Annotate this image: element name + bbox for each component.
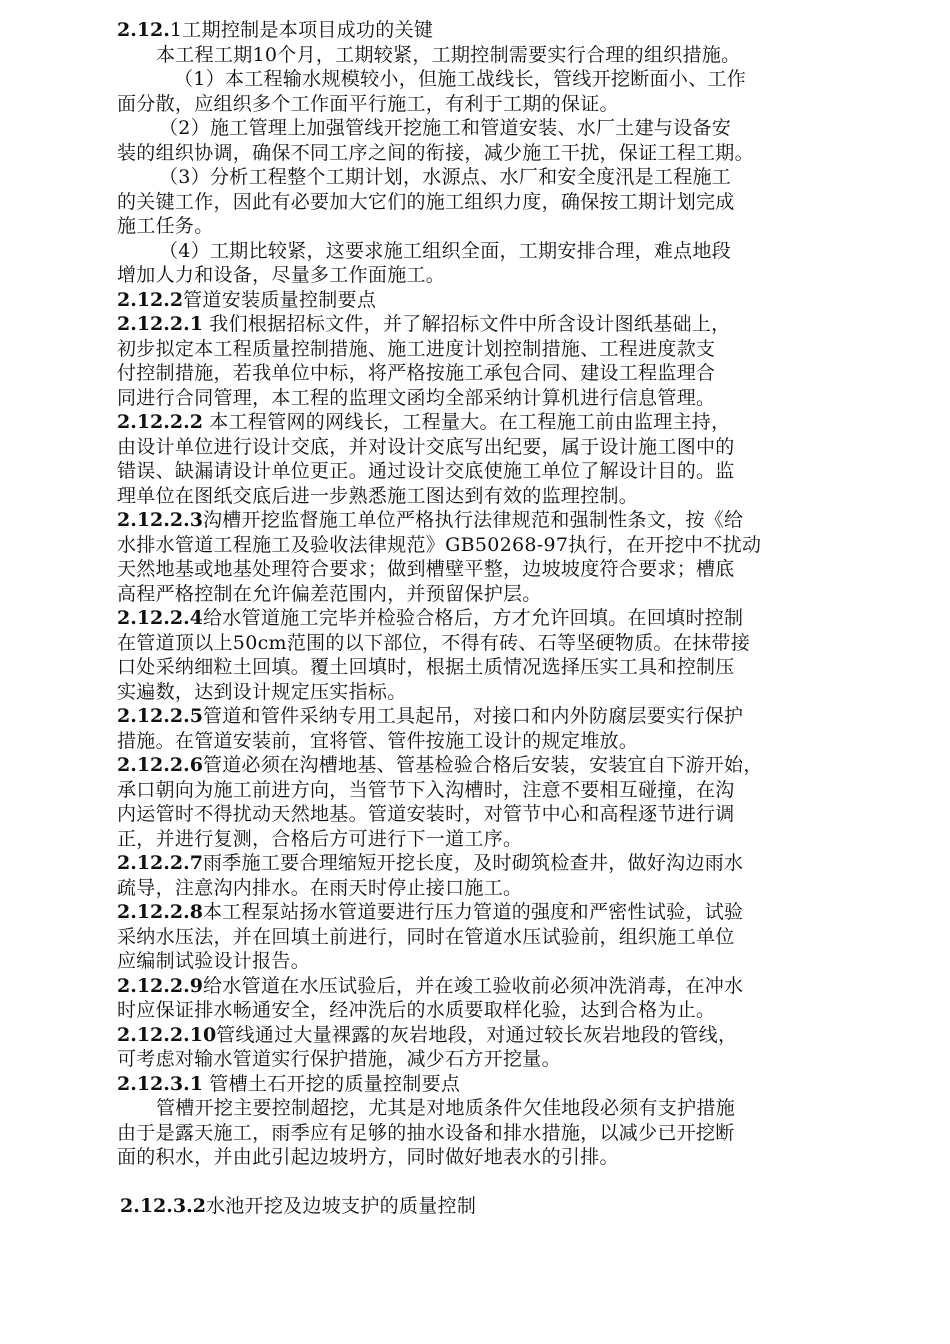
section-number: 2.12.3.2 [120, 1194, 206, 1217]
item-3-line: 施工任务。 [117, 215, 214, 237]
section-title: 管道安装质量控制要点 [183, 288, 377, 311]
section-title: 水池开挖及边坡支护的质量控制 [205, 1194, 477, 1217]
paragraph-line: 面的积水，并由此引起边坡坍方，同时做好地表水的引排。 [117, 1146, 619, 1168]
clause-2-12-2-8: 2.12.2.8本工程泵站扬水管道要进行压力管道的强度和严密性试验，试验 [117, 901, 744, 923]
clause-2-12-2-4: 2.12.2.4给水管道施工完毕并检验合格后，方才允许回填。在回填时控制 [117, 607, 744, 629]
section-number: 2.12.3.1 [117, 1072, 203, 1095]
clause-line: 初步拟定本工程质量控制措施、施工进度计划控制措施、工程进度款支 [117, 337, 716, 360]
clause-line: 水排水管道工程施工及验收法律规范》GB50268-97执行，在开挖中不扰动 [117, 533, 762, 556]
clause-number: 2.12.2.10 [117, 1023, 217, 1046]
clause-2-12-2-9: 2.12.2.9给水管道在水压试验后，并在竣工验收前必须冲洗消毒，在冲水 [117, 974, 744, 997]
clause-line: 措施。在管道安装前，宜将管、管件按施工设计的规定堆放。 [117, 729, 639, 752]
section-number: 2.12.2 [117, 288, 184, 311]
clause-2-12-2-7: 2.12.2.7雨季施工要合理缩短开挖长度，及时砌筑检查井，做好沟边雨水 [117, 852, 744, 874]
clause-2-12-2-6: 2.12.2.6管道必须在沟槽地基、管基检验合格后安装，安装宜自下游开始， [117, 754, 763, 776]
section-heading-2-12-3-1 [117, 1072, 852, 1097]
section-heading-2-12-3-2 [117, 1194, 852, 1219]
clause-number: 2.12.2.1 [117, 313, 203, 335]
clause-line: 高程严格控制在允许偏差范围内，并预留保护层。 [117, 582, 542, 605]
section-title: 管槽土石开挖的质量控制要点 [202, 1072, 461, 1095]
clause-line: 口处采纳细粒土回填。覆土回填时，根据土质情况选择压实工具和控制压 [117, 656, 735, 678]
clause-line: 采纳水压法，并在回填土前进行，同时在管道水压试验前，组织施工单位 [117, 925, 735, 948]
item-3-line: 的关键工作，因此有必要加大它们的施工组织力度，确保按工期计划完成 [117, 190, 735, 213]
section-title: 1工期控制是本项目成功的关键 [169, 19, 434, 41]
clause-number: 2.12.2.5 [117, 705, 203, 727]
item-1-line: （1）本工程输水规模较小，但施工战线长，管线开挖断面小、工作 [174, 68, 747, 90]
item-2-line: 装的组织协调，确保不同工序之间的衔接，减少施工干扰，保证工程工期。 [117, 141, 754, 164]
paragraph-line: 管槽开挖主要控制超挖，尤其是对地质条件欠佳地段必须有支护措施 [156, 1097, 736, 1119]
item-3-line: （3）分析工程整个工期计划，水源点、水厂和安全度汛是工程施工 [159, 166, 732, 188]
paragraph-line: 由于是露天施工，雨季应有足够的抽水设备和排水措施，以减少已开挖断 [117, 1121, 735, 1144]
clause-number: 2.12.2.3 [117, 509, 203, 531]
clause-line: 内运管时不得扰动天然地基。管道安装时，对管节中心和高程逐节进行调 [117, 803, 735, 825]
section-heading-2-12-1 [117, 18, 852, 43]
clause-number: 2.12.2.6 [117, 754, 203, 776]
clause-2-12-2-5: 2.12.2.5管道和管件采纳专用工具起吊，对接口和内外防腐层要实行保护 [117, 705, 744, 727]
clause-line: 错误、缺漏请设计单位更正。通过设计交底使施工单位了解设计目的。监 [117, 460, 735, 482]
item-2-line: （2）施工管理上加强管线开挖施工和管道安装、水厂土建与设备安 [159, 117, 732, 139]
section-number: 2.12. [117, 19, 170, 41]
clause-line: 付控制措施，若我单位中标，将严格按施工承包合同、建设工程监理合 [117, 362, 716, 384]
clause-number: 2.12.2.9 [117, 974, 203, 997]
clause-line: 理单位在图纸交底后进一步熟悉施工图达到有效的监理控制。 [117, 484, 639, 507]
clause-number: 2.12.2.4 [117, 607, 203, 629]
item-4-line: （4）工期比较紧，这要求施工组织全面，工期安排合理，难点地段 [159, 239, 732, 262]
clause-number: 2.12.2.7 [117, 852, 203, 874]
clause-2-12-2-1: 2.12.2.1 我们根据招标文件，并了解招标文件中所含设计图纸基础上， [117, 313, 731, 335]
clause-2-12-2-2: 2.12.2.2 本工程管网的网线长，工程量大。在工程施工前由监理主持， [117, 411, 731, 433]
clause-line: 承口朝向为施工前进方向，当管节下入沟槽时，注意不要相互碰撞，在沟 [117, 778, 735, 801]
item-4-line: 增加人力和设备，尽量多工作面施工。 [117, 264, 446, 286]
clause-line: 天然地基或地基处理符合要求；做到槽壁平整，边坡坡度符合要求；槽底 [117, 558, 735, 580]
document-page [117, 18, 852, 1218]
clause-line: 应编制试验设计报告。 [117, 950, 311, 972]
clause-number: 2.12.2.2 [117, 411, 203, 433]
clause-number: 2.12.2.8 [117, 901, 203, 923]
clause-line: 可考虑对输水管道实行保护措施，减少石方开挖量。 [117, 1048, 561, 1070]
clause-line: 正，并进行复测，合格后方可进行下一道工序。 [117, 827, 523, 850]
item-1-line: 面分散，应组织多个工作面平行施工，有利于工期的保证。 [117, 92, 619, 115]
clause-line: 实遍数，达到设计规定压实指标。 [117, 680, 407, 703]
clause-line: 在管道顶以上50cm范围的以下部位，不得有砖、石等坚硬物质。在抹带接 [117, 631, 751, 654]
section-heading-2-12-2 [117, 288, 852, 313]
paragraph-line: 本工程工期10个月，工期较紧，工期控制需要实行合理的组织措施。 [156, 43, 741, 66]
clause-line: 疏导，注意沟内排水。在雨天时停止接口施工。 [117, 876, 523, 899]
clause-line: 由设计单位进行设计交底，并对设计交底写出纪要，属于设计施工图中的 [117, 435, 735, 458]
spacer [117, 1170, 852, 1194]
clause-2-12-2-3: 2.12.2.3沟槽开挖监督施工单位严格执行法律规范和强制性条文，按《给 [117, 509, 744, 531]
clause-2-12-2-10: 2.12.2.10管线通过大量裸露的灰岩地段，对通过较长灰岩地段的管线， [117, 1023, 738, 1046]
clause-line: 时应保证排水畅通安全，经冲洗后的水质要取样化验，达到合格为止。 [117, 999, 716, 1021]
clause-line: 同进行合同管理，本工程的监理文函均全部采纳计算机进行信息管理。 [117, 386, 716, 409]
